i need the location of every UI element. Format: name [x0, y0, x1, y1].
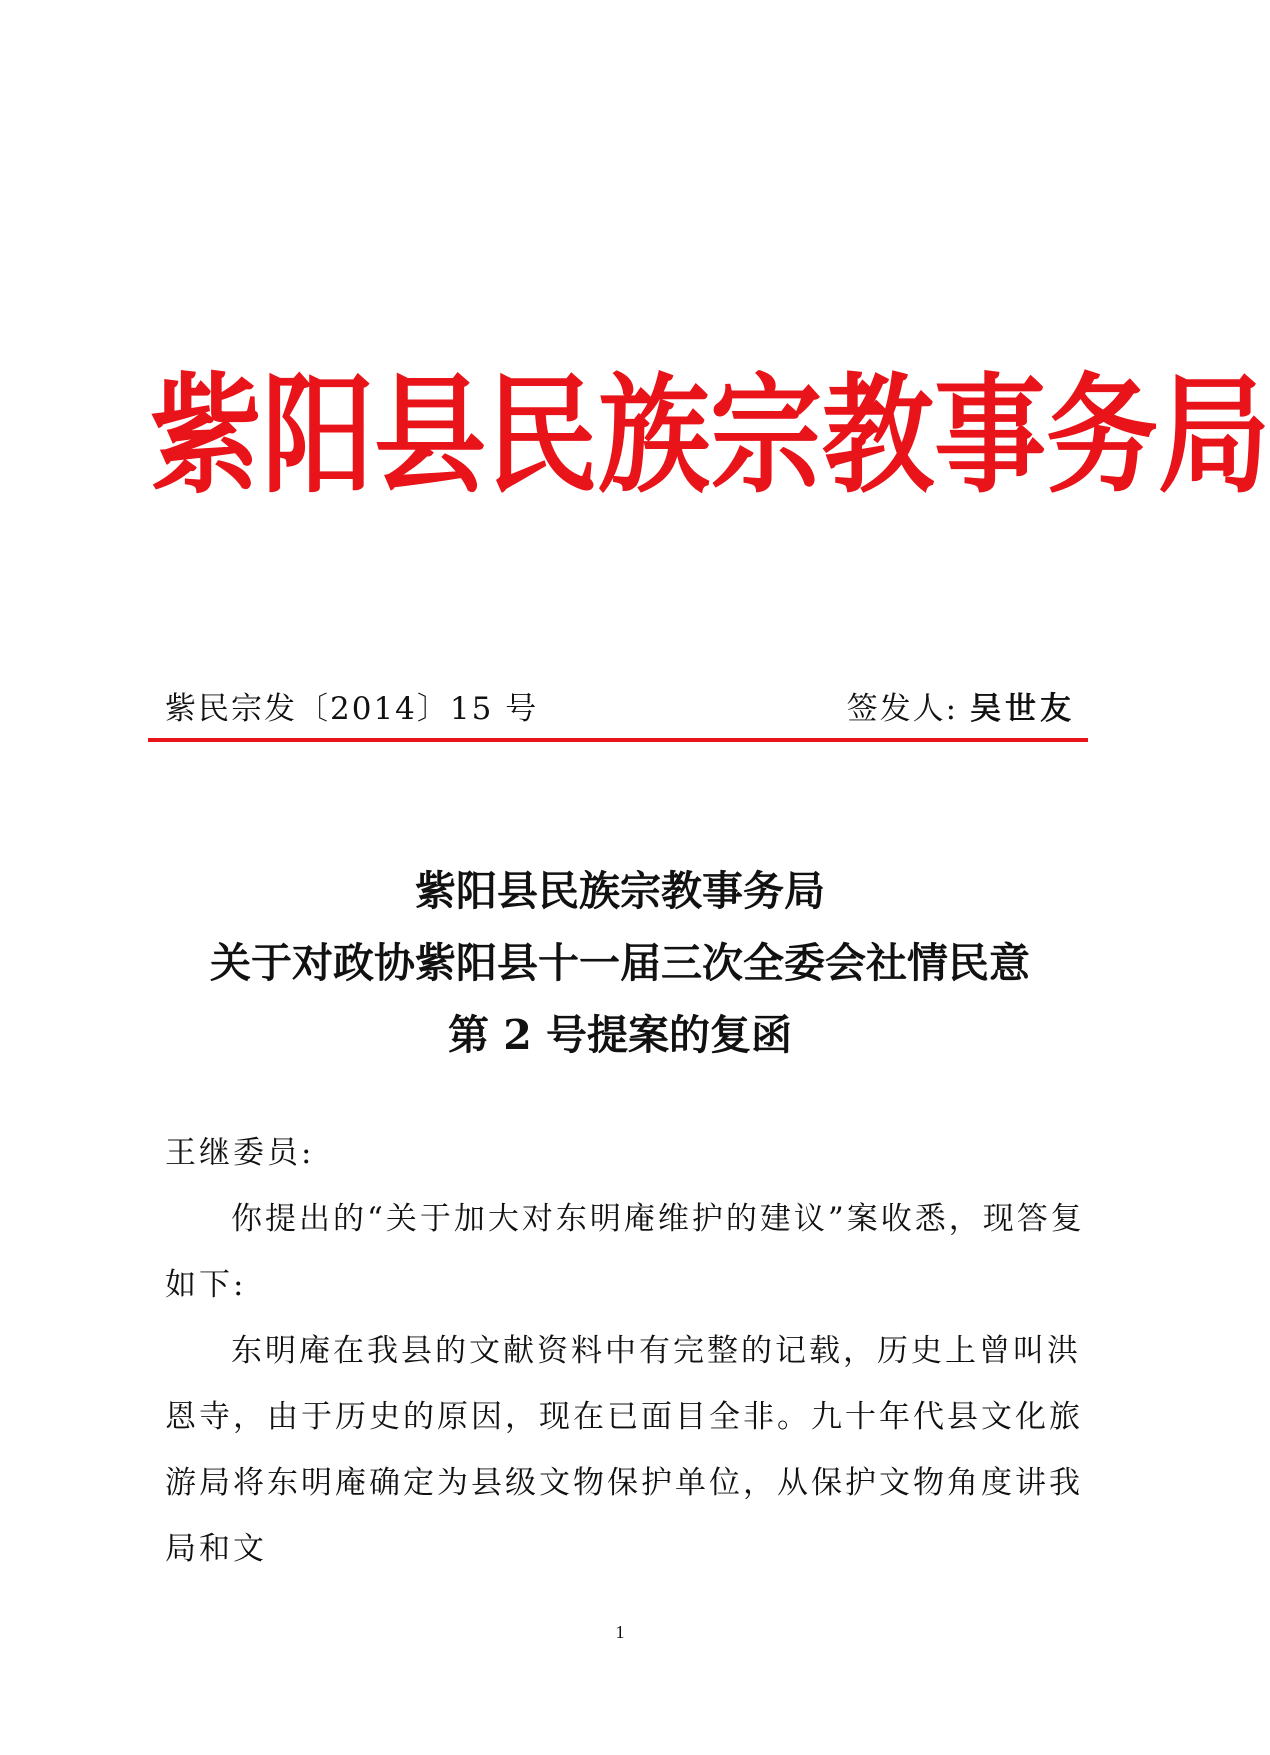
signer-label: 签发人:	[846, 691, 959, 727]
document-title	[140, 855, 1100, 1071]
masthead-char: 阳	[262, 360, 374, 511]
masthead-char: 务	[1046, 360, 1158, 511]
page-number: 1	[615, 1622, 625, 1642]
red-masthead	[150, 333, 1270, 517]
signer-name: 吴世友	[970, 691, 1075, 727]
signer	[847, 683, 1075, 728]
title-line: 第 2 号提案的复函	[447, 1011, 793, 1059]
document-number: 紫民宗发〔2014〕15 号	[165, 691, 539, 727]
masthead-char: 民	[486, 360, 598, 511]
letter-body	[165, 1120, 1085, 1582]
body-paragraph: 东明庵在我县的文献资料中有完整的记载，历史上曾叫洪恩寺，由于历史的原因，现在已面目全非。九十年代县文化旅游局将东明庵确定为县级文物保护单位，从保护文物角度讲我局和文	[165, 1333, 1083, 1567]
title-line: 紫阳县民族宗教事务局	[415, 867, 825, 915]
masthead-char: 宗	[710, 360, 822, 511]
masthead-char: 县	[374, 360, 486, 511]
document-number-line	[165, 683, 1085, 733]
title-line: 关于对政协紫阳县十一届三次全委会社情民意	[210, 939, 1030, 987]
salutation: 王继委员:	[165, 1135, 315, 1171]
masthead-char: 紫	[150, 360, 262, 511]
red-divider	[148, 738, 1088, 742]
masthead-char: 局	[1158, 360, 1270, 511]
body-paragraph: 你提出的“关于加大对东明庵维护的建议”案收悉，现答复如下:	[165, 1201, 1085, 1303]
masthead-char: 族	[598, 360, 710, 511]
masthead-char: 教	[822, 360, 934, 511]
masthead-char: 事	[934, 360, 1046, 511]
